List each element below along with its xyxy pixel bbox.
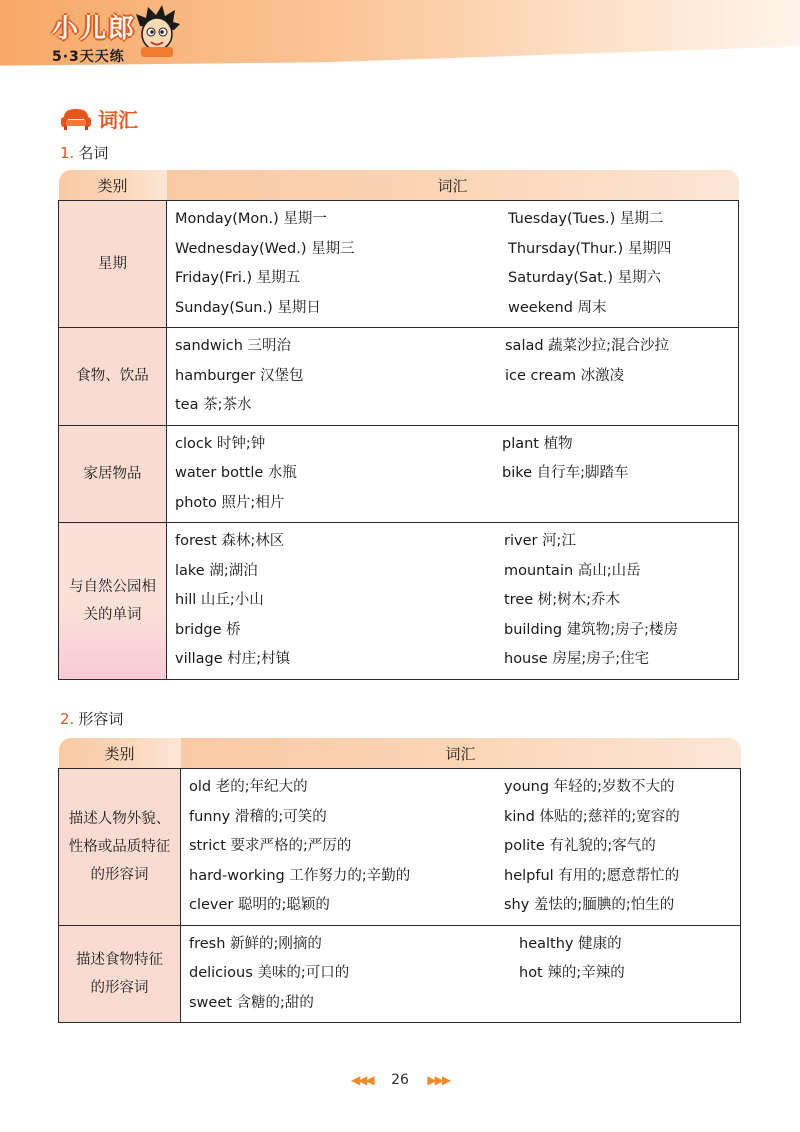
words-right-column (504, 773, 740, 921)
adjectives-table (58, 738, 741, 1023)
words-cell (167, 201, 739, 328)
words-cell (167, 328, 739, 426)
word-entry: Tuesday(Tues.) 星期二 (508, 211, 664, 227)
word-entry: hill 山丘;小山 (175, 592, 264, 608)
word-entry: clever 聪明的;聪颖的 (189, 897, 330, 913)
word-entry: fresh 新鲜的;刚摘的 (189, 935, 322, 952)
word-entry: Wednesday(Wed.) 星期三 (175, 240, 355, 257)
word-entry: kind 体贴的;慈祥的;宽容的 (504, 808, 680, 825)
word-entry: bike 自行车;脚踏车 (502, 465, 629, 481)
word-entry: young 年轻的;岁数不大的 (504, 779, 675, 795)
word-entry: funny 滑稽的;可笑的 (189, 808, 327, 825)
word-entry: Sunday(Sun.) 星期日 (175, 299, 321, 316)
adjectives-col-words: 词汇 (181, 738, 741, 769)
word-entry: Friday(Fri.) 星期五 (175, 270, 301, 286)
word-entry: strict 要求严格的;严厉的 (189, 838, 352, 854)
words-left-column (175, 527, 494, 675)
nouns-col-words: 词汇 (167, 170, 739, 201)
word-entry: forest 森林;林区 (175, 533, 285, 549)
word-entry: hot 辣的;辛辣的 (519, 965, 625, 981)
word-entry: Thursday(Thur.) 星期四 (508, 240, 672, 257)
words-right-column (505, 332, 738, 421)
nouns-heading (60, 142, 108, 163)
brand-logo (52, 8, 136, 66)
category-cell: 家居物品 (59, 425, 167, 523)
words-right-column (508, 205, 738, 323)
word-entry: shy 羞怯的;腼腆的;怕生的 (504, 897, 675, 913)
words-left-column (189, 773, 494, 921)
word-entry: salad 蔬菜沙拉;混合沙拉 (505, 338, 670, 354)
nouns-number: 1. (60, 144, 75, 162)
adjectives-number: 2. (60, 710, 75, 728)
category-cell: 描述食物特征的形容词 (59, 925, 181, 1023)
words-left-column (175, 430, 492, 519)
section-title (60, 104, 138, 133)
word-entry: house 房屋;房子;住宅 (504, 651, 650, 667)
word-entry: delicious 美味的;可口的 (189, 965, 350, 981)
word-entry: ice cream 冰激凌 (505, 367, 625, 384)
nouns-col-category: 类别 (59, 170, 167, 201)
words-left-column (175, 332, 495, 421)
words-cell (181, 769, 741, 926)
table-row (59, 523, 739, 680)
words-left-column (189, 930, 509, 1019)
page-number: 26 (391, 1072, 409, 1088)
word-entry: sandwich 三明治 (175, 338, 291, 354)
page-navigation (0, 1072, 800, 1088)
words-right-column (519, 930, 740, 1019)
words-cell (167, 425, 739, 523)
word-entry: tea 茶;茶水 (175, 397, 252, 413)
word-entry: tree 树;树木;乔木 (504, 592, 621, 608)
word-entry: mountain 高山;山岳 (504, 562, 641, 579)
category-cell: 星期 (59, 201, 167, 328)
words-right-column (504, 527, 738, 675)
words-left-column (175, 205, 498, 323)
word-entry: polite 有礼貌的;客气的 (504, 838, 656, 854)
nouns-table (58, 170, 739, 680)
word-entry: weekend 周末 (508, 299, 607, 316)
word-entry: hard-working 工作努力的;辛勤的 (189, 867, 411, 884)
word-entry: old 老的;年纪大的 (189, 779, 308, 795)
sofa-icon (60, 107, 92, 131)
word-entry: hamburger 汉堡包 (175, 367, 304, 384)
word-entry: clock 时钟;钟 (175, 435, 266, 452)
table-row (59, 925, 741, 1023)
table-row (59, 328, 739, 426)
word-entry: healthy 健康的 (519, 935, 622, 952)
word-entry: village 村庄;村镇 (175, 651, 291, 667)
triple-left-arrow-icon[interactable]: ◀◀◀ (350, 1073, 373, 1087)
word-entry: river 河;江 (504, 533, 576, 549)
nouns-heading-text: 名词 (78, 144, 109, 162)
brand-subtitle: 5·3天天练 (52, 49, 125, 65)
word-entry: helpful 有用的;愿意帮忙的 (504, 867, 680, 884)
words-right-column (502, 430, 738, 519)
word-entry: photo 照片;相片 (175, 494, 285, 511)
category-cell: 与自然公园相关的单词 (59, 523, 167, 680)
word-entry: Saturday(Sat.) 星期六 (508, 270, 662, 286)
word-entry: plant 植物 (502, 435, 573, 452)
triple-right-arrow-icon[interactable]: ▶▶▶ (427, 1073, 450, 1087)
brand-name: 小儿郎 (52, 14, 137, 44)
words-cell (167, 523, 739, 680)
table-row (59, 425, 739, 523)
word-entry: sweet 含糖的;甜的 (189, 994, 314, 1011)
word-entry: lake 湖;湖泊 (175, 562, 258, 579)
word-entry: water bottle 水瓶 (175, 465, 297, 481)
adjectives-heading (60, 708, 123, 729)
category-cell: 描述人物外貌、性格或品质特征的形容词 (59, 769, 181, 926)
table-row (59, 201, 739, 328)
section-title-text: 词汇 (98, 108, 138, 132)
adjectives-col-category: 类别 (59, 738, 181, 769)
words-cell (181, 925, 741, 1023)
table-row (59, 769, 741, 926)
mascot-boy-icon (132, 4, 182, 58)
word-entry: Monday(Mon.) 星期一 (175, 211, 327, 227)
adjectives-heading-text: 形容词 (78, 710, 124, 728)
word-entry: bridge 桥 (175, 621, 241, 638)
category-cell: 食物、饮品 (59, 328, 167, 426)
word-entry: building 建筑物;房子;楼房 (504, 621, 678, 638)
